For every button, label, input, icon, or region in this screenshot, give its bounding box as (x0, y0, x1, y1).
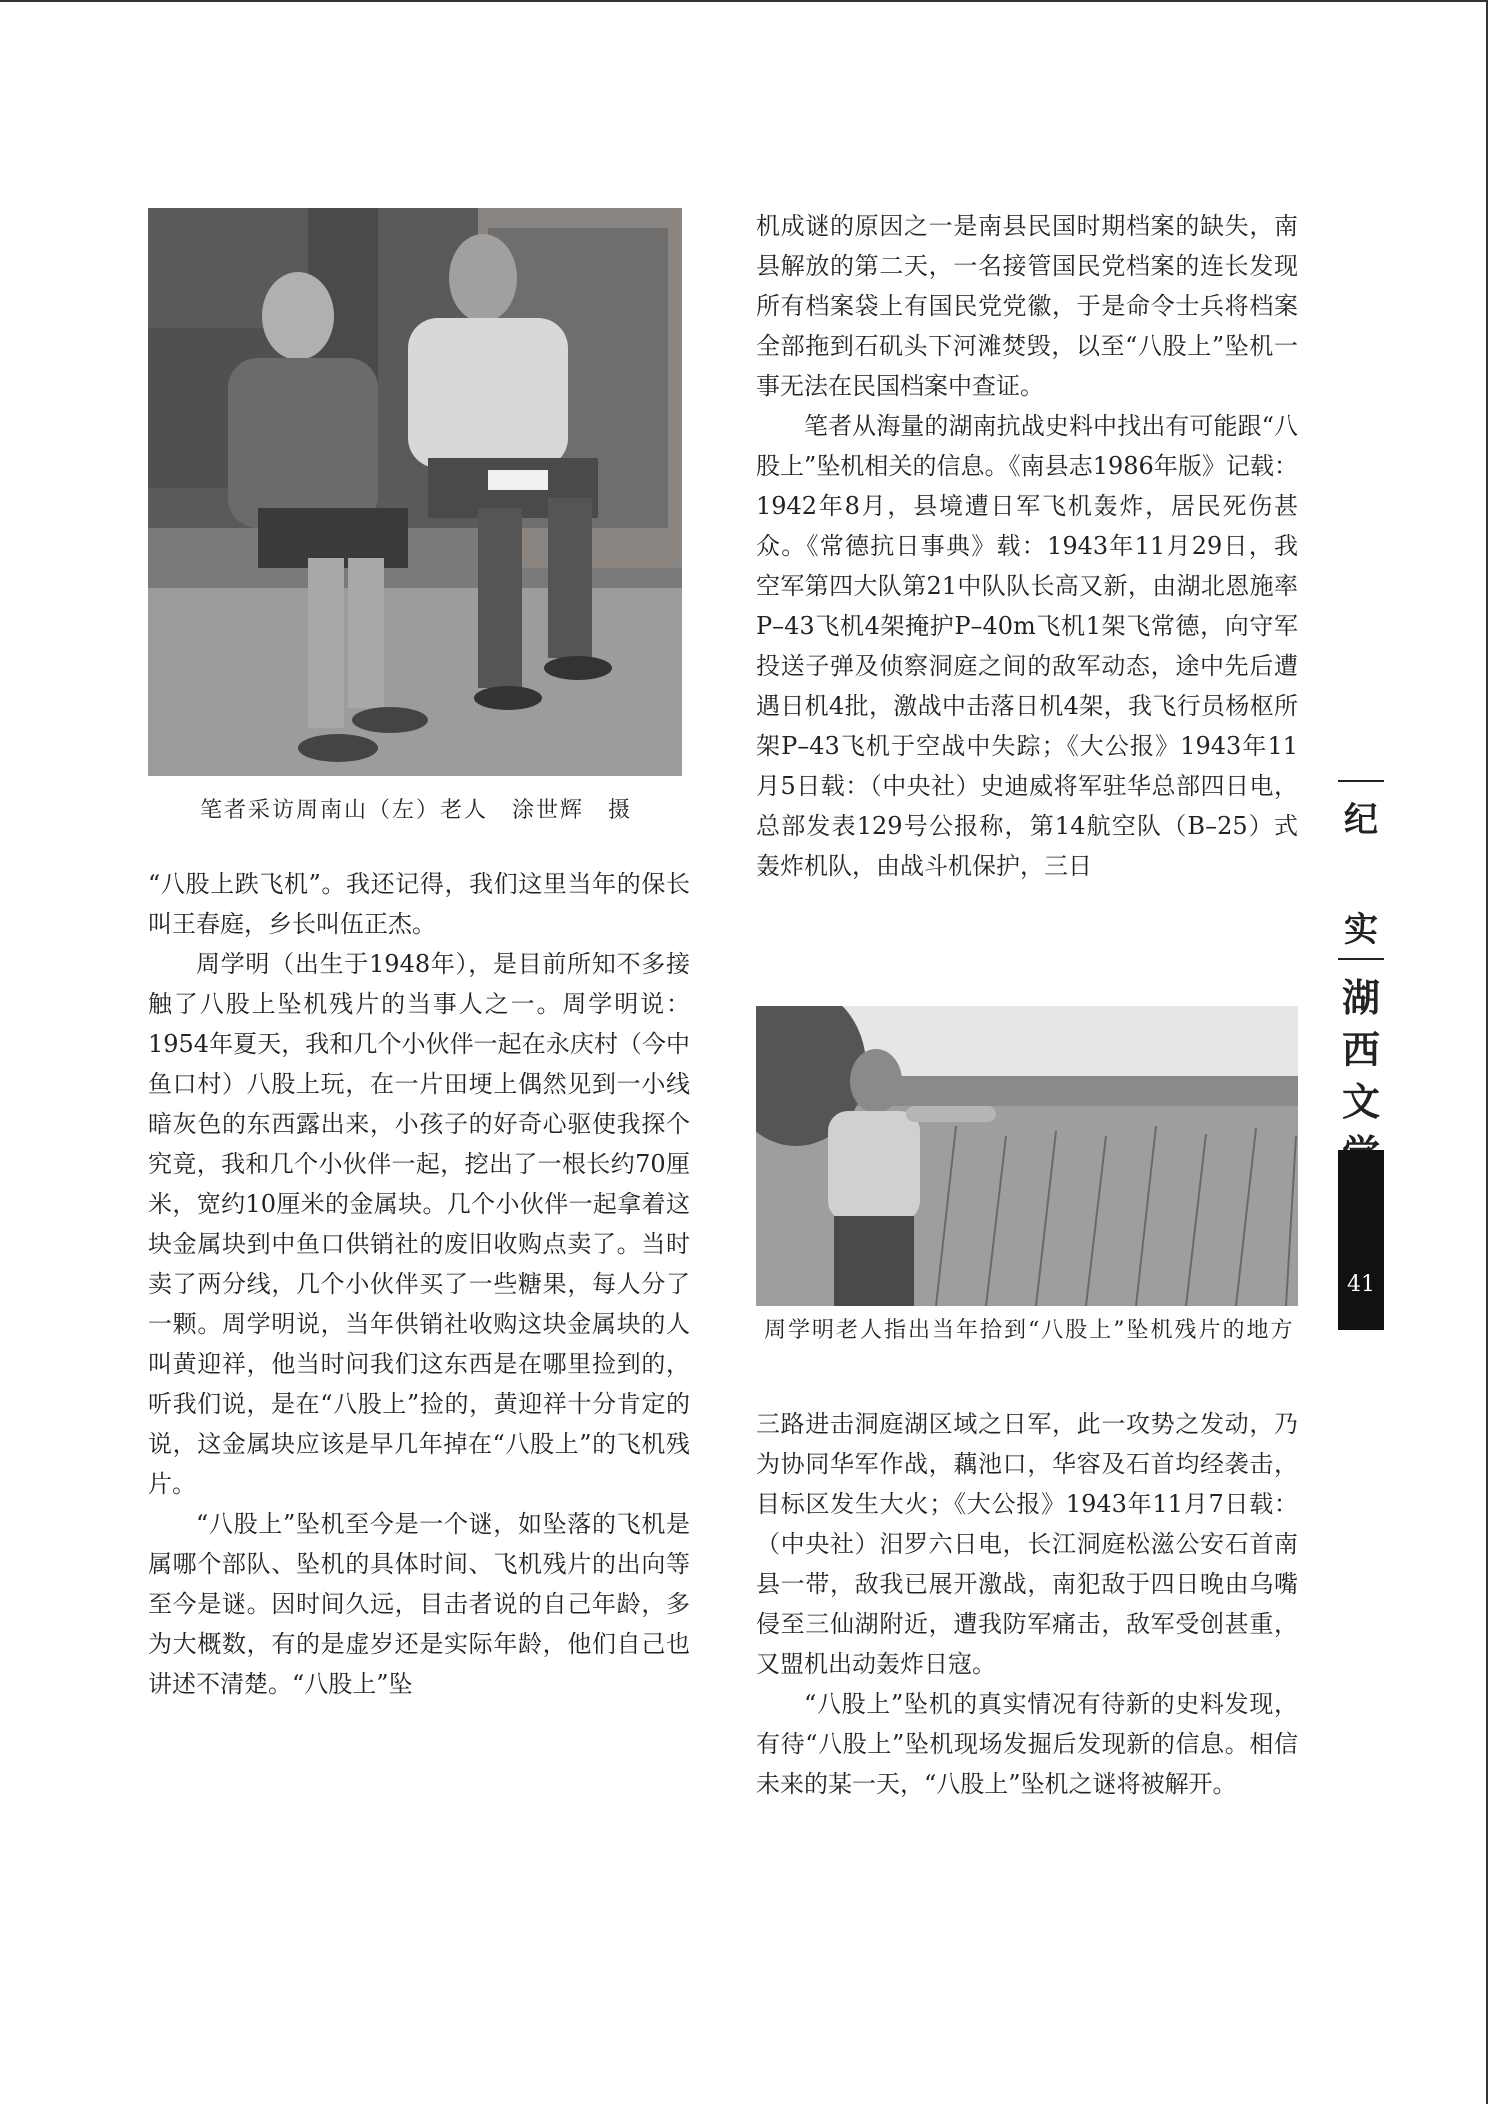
top-border (0, 0, 1488, 2)
paragraph: “八股上跌飞机”。我还记得，我们这里当年的保长叫王春庭，乡长叫伍正杰。 (148, 870, 690, 938)
right-column-top (756, 206, 1298, 886)
photo-caption: 笔者采访周南山（左）老人 涂世辉 摄 (200, 798, 633, 823)
paragraph: 笔者从海量的湖南抗战史料中找出有可能跟“八股上”坠机相关的信息。《南县志1986年版》记载：1942年8月，县境遭日军飞机轰炸，居民死伤甚众。《常德抗日事典》载：1943年11月29日，我空军第四大队第21中队队长高又新，由湖北恩施率P–43飞机4架掩护P–40m飞机1架飞常德，向守军投送子弹及侦察洞庭之间的敌军动态，途中先后遭遇日机4批，激战中击落日机4架，我飞行员杨枢所架P–43飞机于空战中失踪；《大公报》1943年11月5日载：（中央社）史迪威将军驻华总部四日电，总部发表129号公报称，第14航空队（B–25）式轰炸机队，由战斗机保护，三日 (756, 412, 1298, 880)
photo-caption: 周学明老人指出当年拾到“八股上”坠机残片的地方 (764, 1318, 1295, 1343)
page-number: 41 (1347, 1272, 1375, 1297)
magazine-title: 湖西文 (1341, 975, 1380, 1124)
section-rule (1338, 958, 1384, 960)
rice-field-photo-illustration (756, 1006, 1298, 1306)
paragraph: 机成谜的原因之一是南县民国时期档案的缺失，南县解放的第二天，一名接管国民党档案的连长发现所有档案袋上有国民党党徽，于是命令士兵将档案全部拖到石矶头下河滩焚毁，以至“八股上”坠机一事无法在民国档案中查证。 (756, 212, 1298, 400)
interview-photo (148, 208, 682, 776)
right-column-bottom (756, 1404, 1298, 1804)
paragraph: “八股上”坠机的真实情况有待新的史料发现，有待“八股上”坠机现场发掘后发现新的信息。相信未来的某一天，“八股上”坠机之谜将被解开。 (756, 1690, 1298, 1798)
paragraph: “八股上”坠机至今是一个谜，如坠落的飞机是属哪个部队、坠机的具体时间、飞机残片的出向等至今是谜。因时间久远，目击者说的自己年龄，多为大概数，有的是虚岁还是实际年龄，他们自己也讲述不清楚。“八股上”坠 (148, 1510, 690, 1698)
section-label: 纪 (1344, 800, 1378, 840)
rice-field-photo (756, 1006, 1298, 1306)
section-rule (1338, 780, 1384, 782)
paragraph: 周学明（出生于1948年），是目前所知不多接触了八股上坠机残片的当事人之一。周学明说：1954年夏天，我和几个小伙伴一起在永庆村（今中鱼口村）八股上玩，在一片田埂上偶然见到一小线暗灰色的东西露出来，小孩子的好奇心驱使我探个究竟，我和几个小伙伴一起，挖出了一根长约70厘米，宽约10厘米的金属块。几个小伙伴一起拿着这块金属块到中鱼口供销社的废旧收购点卖了。当时卖了两分线，几个小伙伴买了一些糖果，每人分了一颗。周学明说，当年供销社收购这块金属块的人叫黄迎祥，他当时问我们这东西是在哪里捡到的，听我们说，是在“八股上”捡的，黄迎祥十分肯定的说，这金属块应该是早几年掉在“八股上”的飞机残片。 (148, 950, 690, 1498)
section-label: 实 (1344, 910, 1378, 950)
interview-photo-illustration (148, 208, 682, 776)
page-number-block (1338, 1150, 1384, 1330)
left-column (148, 864, 690, 1704)
paragraph: 三路进击洞庭湖区域之日军，此一攻势之发动，乃为协同华军作战，藕池口，华容及石首均经袭击，目标区发生大火；《大公报》1943年11月7日载：（中央社）汨罗六日电，长江洞庭松滋公安石首南县一带，敌我已展开激战，南犯敌于四日晚由乌嘴侵至三仙湖附近，遭我防军痛击，敌军受创甚重，又盟机出动轰炸日寇。 (756, 1410, 1298, 1678)
